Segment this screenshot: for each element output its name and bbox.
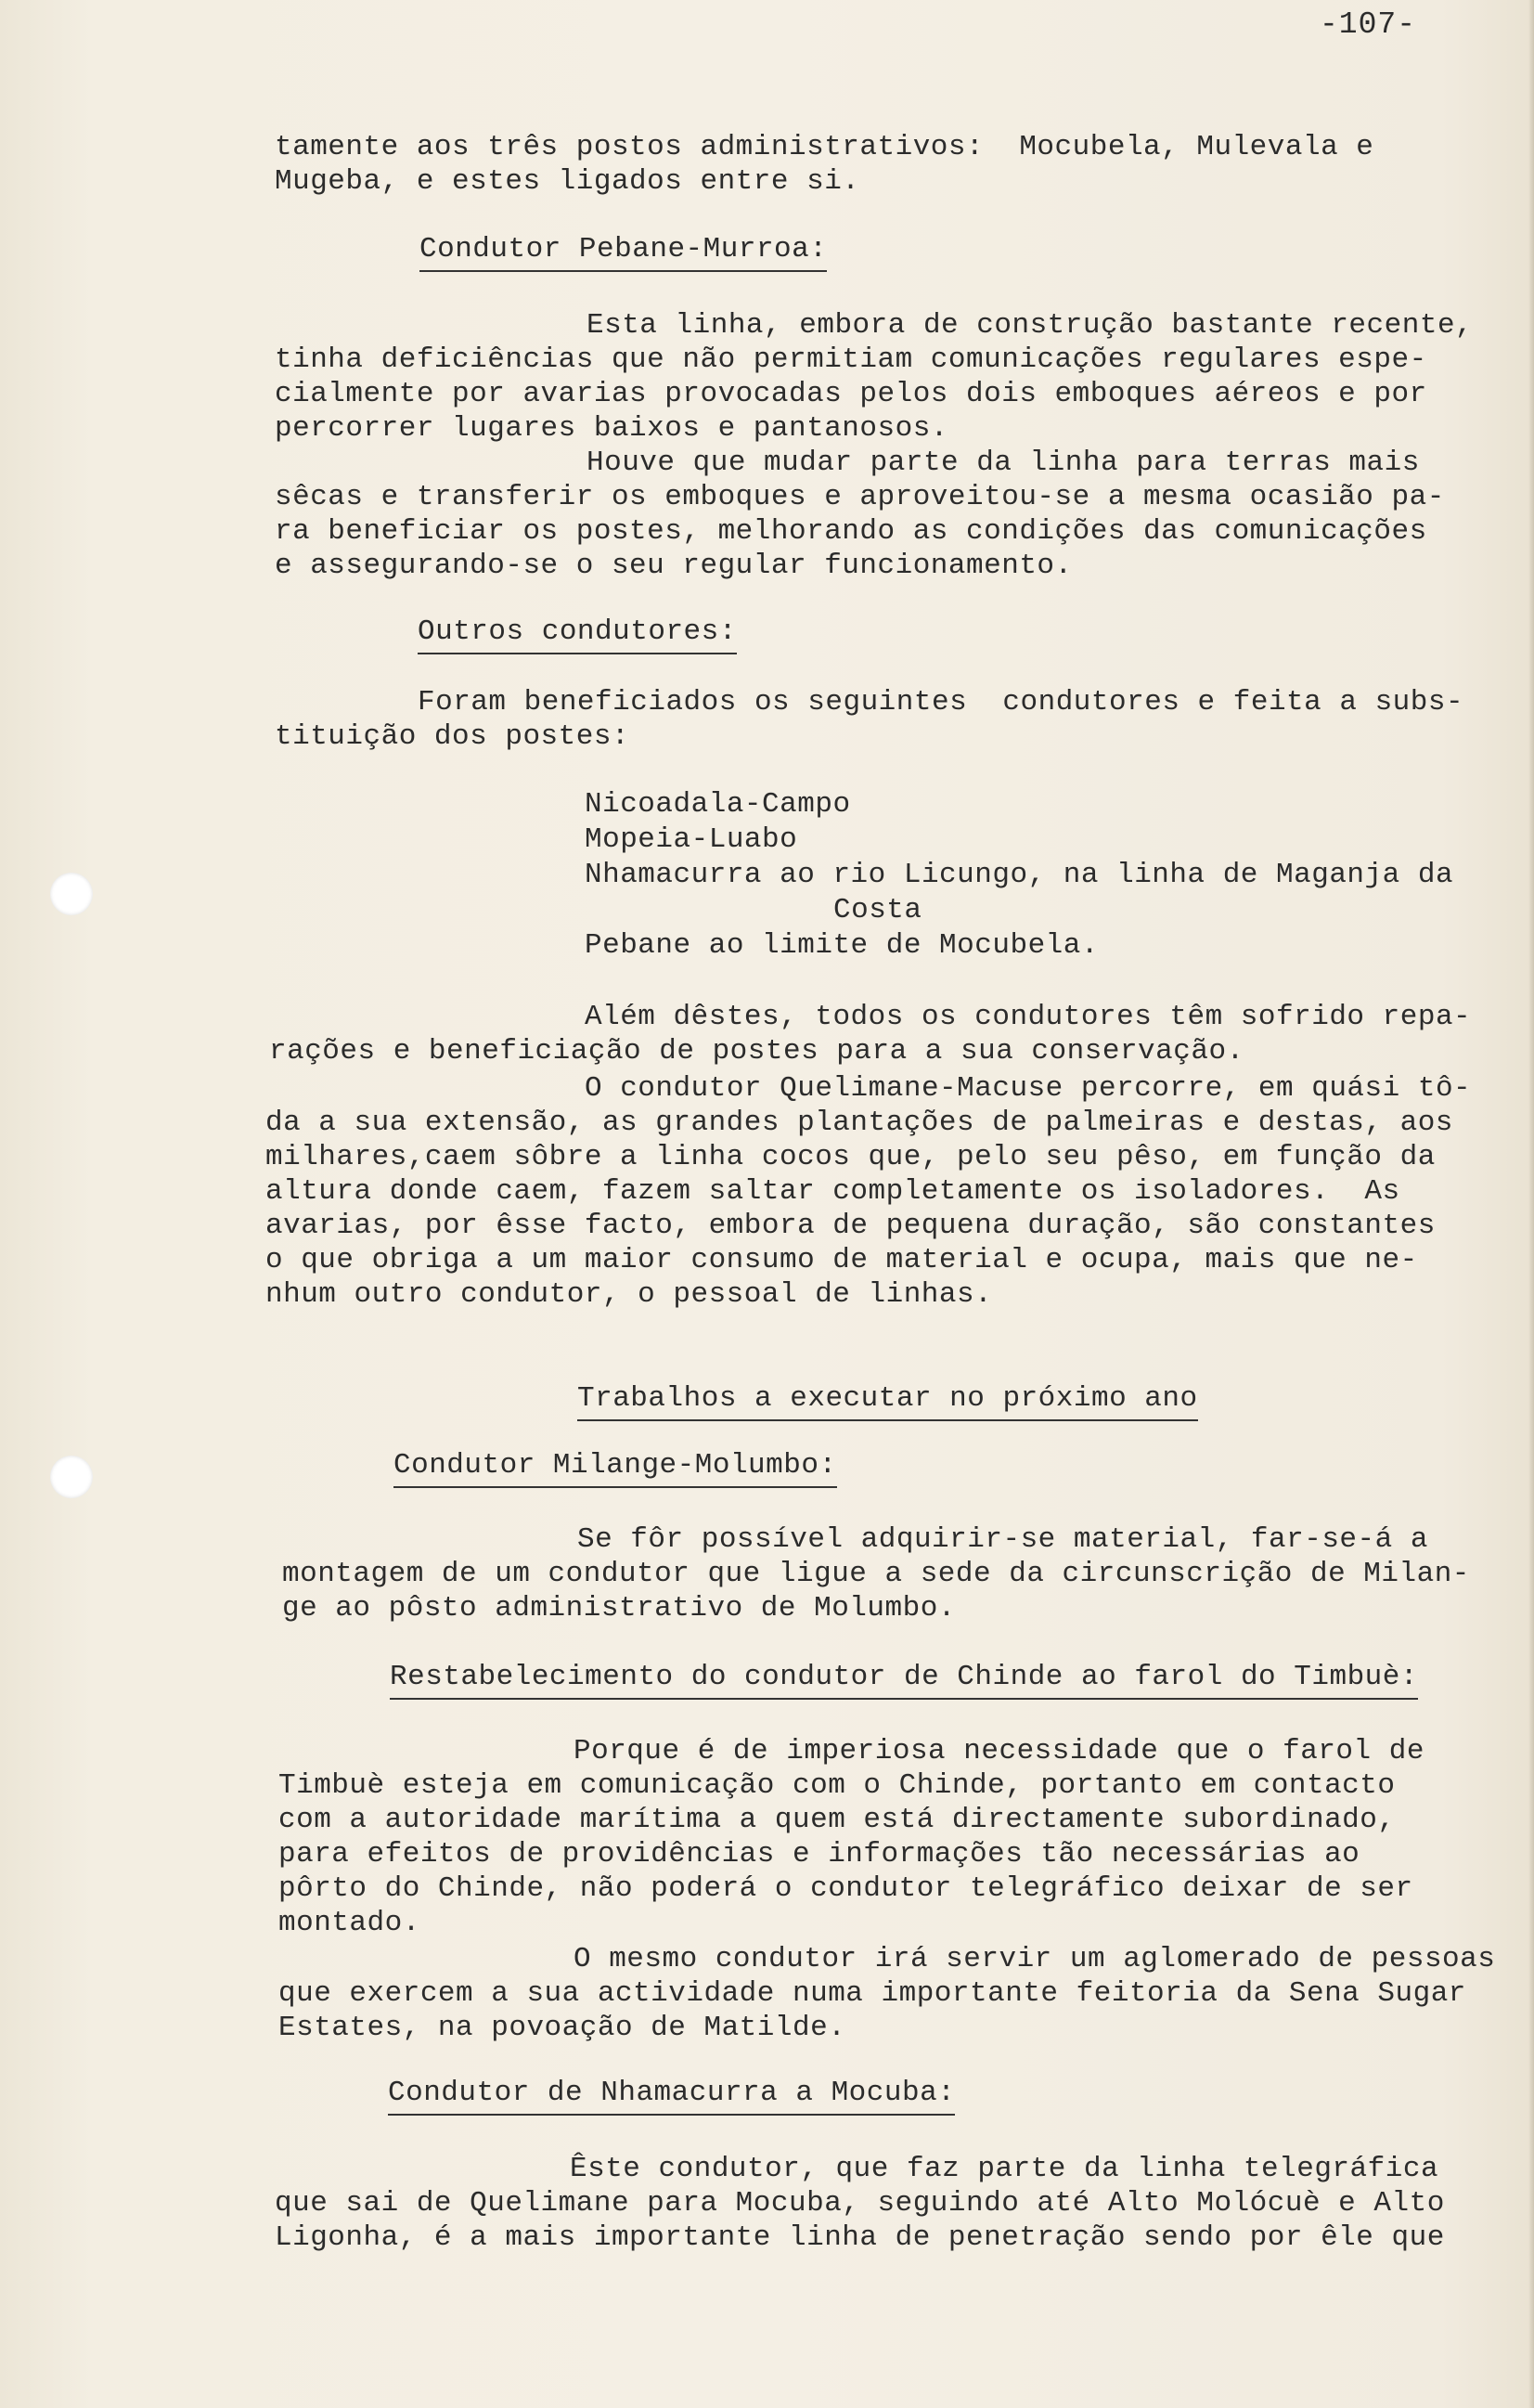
punch-hole bbox=[50, 1456, 93, 1498]
text-line: que exercem a sua actividade numa importante feitoria da Sena Sugar bbox=[278, 1977, 1466, 2010]
text-line: percorrer lugares baixos e pantanosos. bbox=[275, 412, 948, 445]
text-line: Mugeba, e estes ligados entre si. bbox=[275, 165, 860, 198]
text-line: com a autoridade marítima a quem está directamente subordinado, bbox=[278, 1804, 1396, 1836]
text-line: Timbuè esteja em comunicação com o Chinde, portanto em contacto bbox=[278, 1769, 1396, 1802]
text-line: sêcas e transferir os emboques e aproveitou-se a mesma ocasião pa- bbox=[275, 481, 1445, 513]
text-line: tinha deficiências que não permitiam comunicações regulares espe- bbox=[275, 343, 1427, 376]
text-line: Esta linha, embora de construção bastante recente, bbox=[587, 309, 1474, 342]
text-line: Foram beneficiados os seguintes condutores e feita a subs- bbox=[418, 686, 1464, 719]
list-item: Pebane ao limite de Mocubela. bbox=[585, 929, 1099, 962]
text-line: o que obriga a um maior consumo de material e ocupa, mais que ne- bbox=[265, 1244, 1418, 1276]
list-item: Nhamacurra ao rio Licungo, na linha de Maganja da bbox=[585, 859, 1454, 891]
section-heading: Condutor Pebane-Murroa: bbox=[419, 232, 827, 272]
text-line: Porque é de imperiosa necessidade que o farol de bbox=[574, 1735, 1424, 1767]
section-heading: Condutor Milange-Molumbo: bbox=[393, 1448, 837, 1488]
list-item: Mopeia-Luabo bbox=[585, 823, 798, 856]
list-item: Costa bbox=[833, 894, 922, 926]
text-line: tamente aos três postos administrativos: Mocubela, Mulevala e bbox=[275, 131, 1374, 163]
section-heading: Condutor de Nhamacurra a Mocuba: bbox=[388, 2076, 955, 2116]
text-line: pôrto do Chinde, não poderá o condutor telegráfico deixar de ser bbox=[278, 1872, 1413, 1905]
text-line: Estates, na povoação de Matilde. bbox=[278, 2012, 846, 2044]
text-line: ra beneficiar os postes, melhorando as condições das comunicações bbox=[275, 515, 1427, 548]
text-line: para efeitos de providências e informações tão necessárias ao bbox=[278, 1838, 1360, 1871]
text-line: ge ao pôsto administrativo de Molumbo. bbox=[282, 1592, 956, 1625]
section-heading: Outros condutores: bbox=[418, 615, 737, 654]
text-line: altura donde caem, fazem saltar completamente os isoladores. As bbox=[265, 1175, 1400, 1208]
text-line: Se fôr possível adquirir-se material, far-se-á a bbox=[577, 1523, 1428, 1556]
text-line: e assegurando-se o seu regular funcionamento. bbox=[275, 550, 1073, 582]
text-line: O condutor Quelimane-Macuse percorre, em quási tô- bbox=[585, 1072, 1472, 1105]
text-line: nhum outro condutor, o pessoal de linhas. bbox=[265, 1278, 993, 1311]
text-line: Houve que mudar parte da linha para terras mais bbox=[587, 447, 1420, 479]
text-line: montagem de um condutor que ligue a sede da circunscrição de Milan- bbox=[282, 1558, 1470, 1590]
text-line: que sai de Quelimane para Mocuba, seguindo até Alto Molócuè e Alto bbox=[275, 2187, 1445, 2220]
text-line: Ligonha, é a mais importante linha de penetração sendo por êle que bbox=[275, 2221, 1445, 2254]
punch-hole bbox=[50, 873, 93, 915]
text-line: rações e beneficiação de postes para a sua conservação. bbox=[269, 1035, 1244, 1068]
text-line: milhares,caem sôbre a linha cocos que, pelo seu pêso, em função da bbox=[265, 1141, 1436, 1173]
text-line: da a sua extensão, as grandes plantações de palmeiras e destas, aos bbox=[265, 1107, 1453, 1139]
section-heading: Restabelecimento do condutor de Chinde ao farol do Timbuè: bbox=[390, 1660, 1418, 1700]
page-edge-shadow bbox=[1528, 0, 1534, 2408]
text-line: cialmente por avarias provocadas pelos dois emboques aéreos e por bbox=[275, 378, 1427, 410]
list-item: Nicoadala-Campo bbox=[585, 788, 851, 821]
section-title: Trabalhos a executar no próximo ano bbox=[577, 1381, 1198, 1421]
text-line: avarias, por êsse facto, embora de pequena duração, são constantes bbox=[265, 1210, 1436, 1242]
text-line: Êste condutor, que faz parte da linha telegráfica bbox=[570, 2153, 1439, 2185]
text-line: O mesmo condutor irá servir um aglomerado de pessoas bbox=[574, 1943, 1496, 1975]
text-line: Além dêstes, todos os condutores têm sofrido repa- bbox=[585, 1001, 1472, 1033]
text-line: tituição dos postes: bbox=[275, 720, 630, 753]
page-number: -107- bbox=[1320, 7, 1417, 42]
text-line: montado. bbox=[278, 1907, 420, 1939]
